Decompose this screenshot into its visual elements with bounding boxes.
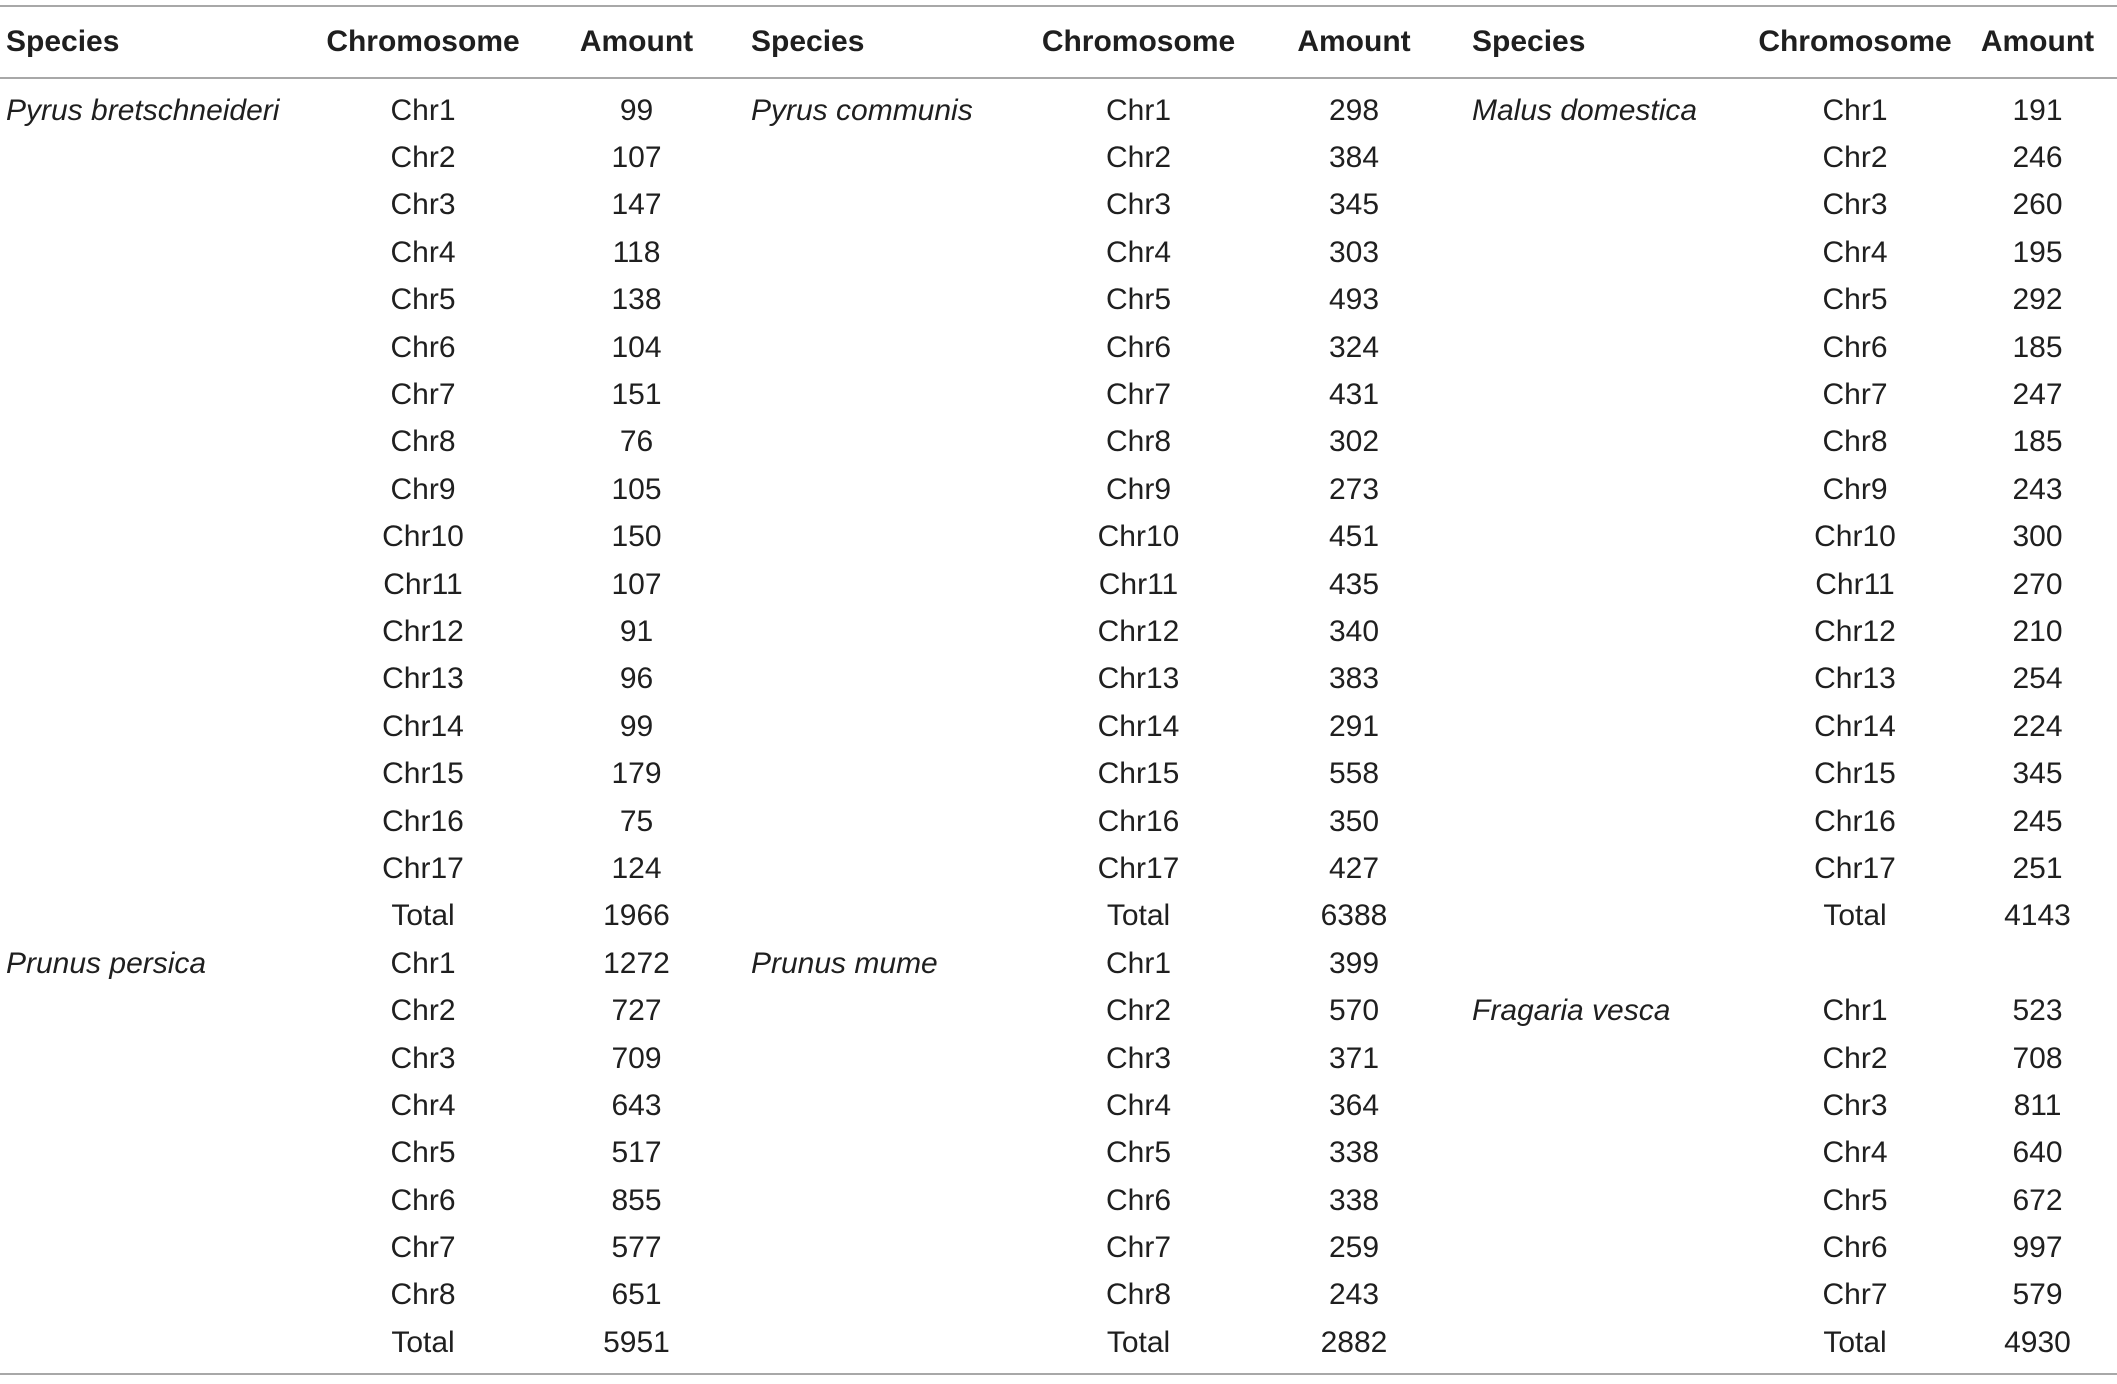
cell-chromosome-2: Chr12 [1097,614,1180,648]
cell-chromosome-3: Chr8 [1822,425,1888,459]
cell-amount-3: 579 [2012,1278,2063,1312]
cell-amount-2: 570 [1328,994,1380,1028]
cell-species-1 [0,277,318,324]
cell-amount-3: 345 [2012,757,2063,791]
header-chromosome-2: Chromosome [1035,6,1242,78]
cell-species-2 [745,466,1035,513]
cell-amount-1: 651 [611,1278,662,1312]
cell-amount-2: 2882 [1242,1319,1466,1373]
cell-amount-1: 96 [619,662,654,696]
cell-species-1 [0,229,318,276]
cell-amount-1: 1272 [603,946,670,980]
cell-chromosome-1: Chr6 [390,330,456,364]
cell-species-1 [0,608,318,655]
cell-amount-2: 324 [1328,330,1380,364]
cell-chromosome-1: Chr10 [382,520,464,554]
cell-species-2 [745,798,1035,845]
cell-amount-3: 245 [2012,804,2063,838]
cell-chromosome-1: Total [391,899,455,933]
cell-amount-3: 185 [2012,425,2063,459]
cell-chromosome-1: Chr14 [382,709,464,743]
cell-chromosome-3: Chr1 [1822,994,1888,1028]
cell-species-1 [0,514,318,561]
cell-amount-3: 210 [2012,614,2063,648]
cell-species-3 [1466,561,1752,608]
cell-amount-3: 292 [2012,283,2063,317]
chromosome-distribution-table-container [0,5,2117,1375]
cell-species-1 [0,419,318,466]
cell-species-1 [0,798,318,845]
table-row [0,893,2117,940]
cell-chromosome-2: Chr7 [1105,378,1172,412]
cell-species-1 [0,845,318,892]
table-row [0,750,2117,797]
cell-amount-3: 254 [2012,662,2063,696]
cell-amount-3: 251 [2012,851,2063,885]
cell-chromosome-1: Chr6 [390,1183,456,1217]
cell-chromosome-3: Chr2 [1822,141,1888,175]
cell-chromosome-3: Total [1823,899,1887,933]
cell-chromosome-3 [1752,940,1958,987]
table-row [0,1272,2117,1319]
cell-amount-3: 997 [2012,1231,2063,1265]
cell-chromosome-1: Chr5 [390,283,456,317]
cell-species-2: Pyrus communis [751,93,973,127]
cell-species-3 [1466,703,1752,750]
table-row [0,1082,2117,1129]
cell-species-2 [745,277,1035,324]
cell-amount-2: 259 [1328,1231,1380,1265]
cell-species-3 [1466,277,1752,324]
cell-chromosome-3: Chr9 [1822,472,1888,506]
cell-amount-2: 383 [1328,662,1380,696]
cell-amount-2: 340 [1328,614,1380,648]
cell-chromosome-2: Chr8 [1105,1278,1172,1312]
cell-chromosome-2: Chr13 [1097,662,1180,696]
cell-chromosome-2: Chr2 [1105,994,1172,1028]
cell-amount-3: 247 [2012,378,2063,412]
cell-chromosome-2: Chr7 [1105,1231,1172,1265]
cell-chromosome-3: Chr3 [1822,1088,1888,1122]
cell-chromosome-3: Chr4 [1822,235,1888,269]
cell-chromosome-2: Chr6 [1105,1183,1172,1217]
cell-amount-1: 124 [611,851,662,885]
table-row [0,608,2117,655]
cell-species-2 [745,561,1035,608]
cell-chromosome-2: Chr10 [1097,520,1180,554]
cell-chromosome-2: Chr3 [1105,188,1172,222]
cell-amount-1: 517 [611,1136,662,1170]
cell-species-3 [1466,229,1752,276]
cell-chromosome-2: Total [1035,1319,1242,1373]
cell-amount-3: 523 [2012,994,2063,1028]
cell-chromosome-2: Chr9 [1105,472,1172,506]
cell-amount-3: 640 [2012,1136,2063,1170]
cell-amount-1: 91 [619,614,654,648]
cell-species-2 [745,1319,1035,1373]
cell-species-1 [0,182,318,229]
cell-species-3 [1466,466,1752,513]
cell-species-2 [745,182,1035,229]
cell-amount-3: 270 [2012,567,2063,601]
table-row [0,987,2117,1034]
cell-species-3: Fragaria vesca [1472,994,1671,1028]
cell-amount-2: 435 [1328,567,1380,601]
cell-amount-1: 150 [611,520,662,554]
cell-species-1 [0,466,318,513]
cell-chromosome-1: Chr3 [390,188,456,222]
cell-amount-2: 558 [1328,757,1380,791]
cell-chromosome-1: Chr4 [390,235,456,269]
chromosome-distribution-table [0,5,2117,1375]
cell-amount-2: 243 [1328,1278,1380,1312]
cell-species-3 [1466,1177,1752,1224]
table-row [0,1319,2117,1373]
cell-chromosome-1: Chr1 [390,946,456,980]
table-row [0,419,2117,466]
cell-chromosome-2: Chr1 [1105,93,1172,127]
cell-amount-1: 577 [611,1231,662,1265]
cell-chromosome-2: Chr3 [1105,1041,1172,1075]
cell-amount-3: 224 [2012,709,2063,743]
cell-chromosome-2: Chr8 [1105,425,1172,459]
header-species-2: Species [745,6,1035,78]
cell-chromosome-2: Chr15 [1097,757,1180,791]
cell-chromosome-2: Chr11 [1098,567,1179,601]
cell-chromosome-2: Chr4 [1105,1088,1172,1122]
cell-chromosome-3: Chr4 [1822,1136,1888,1170]
cell-amount-1: 107 [611,567,662,601]
cell-species-2 [745,134,1035,181]
cell-species-3: Malus domestica [1472,93,1698,127]
cell-amount-3: 195 [2012,235,2063,269]
cell-chromosome-2: Chr14 [1097,709,1180,743]
cell-species-1 [0,1130,318,1177]
cell-amount-1: 75 [619,804,654,838]
cell-amount-2: 273 [1328,472,1380,506]
cell-amount-2: 291 [1328,709,1380,743]
cell-amount-1: 709 [611,1041,662,1075]
cell-species-2 [745,608,1035,655]
cell-chromosome-2: Chr16 [1097,804,1180,838]
cell-chromosome-3: Chr6 [1822,330,1888,364]
cell-species-2 [745,987,1035,1034]
cell-amount-1: 104 [611,330,662,364]
header-row [0,6,2117,78]
header-chromosome-3: Chromosome [1752,6,1958,78]
table-row [0,514,2117,561]
table-body [0,78,2117,1374]
cell-species-3 [1466,371,1752,418]
cell-chromosome-2: Chr1 [1105,946,1172,980]
cell-amount-1: 105 [611,472,662,506]
cell-species-3 [1466,845,1752,892]
cell-chromosome-2: Chr6 [1105,330,1172,364]
cell-species-2 [745,656,1035,703]
cell-amount-2: 427 [1328,851,1380,885]
cell-species-1 [0,371,318,418]
cell-amount-3: 260 [2012,188,2063,222]
cell-amount-1: 118 [612,235,661,269]
cell-amount-3: 708 [2012,1041,2063,1075]
cell-species-2 [745,324,1035,371]
header-chromosome-1: Chromosome [318,6,528,78]
cell-chromosome-3: Chr16 [1814,804,1896,838]
cell-amount-2: 338 [1328,1136,1380,1170]
table-row [0,845,2117,892]
cell-species-1 [0,750,318,797]
cell-chromosome-1: Total [318,1319,528,1373]
cell-chromosome-1: Chr11 [383,567,463,601]
cell-species-3 [1466,798,1752,845]
cell-amount-1: 138 [611,283,662,317]
cell-species-2 [745,1224,1035,1271]
cell-chromosome-3: Chr10 [1814,520,1896,554]
cell-species-3 [1466,1130,1752,1177]
cell-amount-1: 151 [611,378,662,412]
cell-chromosome-3: Chr15 [1814,757,1896,791]
cell-amount-3 [1958,940,2117,987]
table-row [0,1224,2117,1271]
cell-amount-1: 147 [611,188,662,222]
cell-species-1 [0,1319,318,1373]
cell-species-3 [1466,134,1752,181]
header-amount-3: Amount [1958,6,2117,78]
table-row [0,1130,2117,1177]
cell-amount-2: 298 [1328,93,1380,127]
cell-amount-3: 4143 [2004,899,2071,933]
cell-amount-3: 300 [2012,520,2063,554]
cell-chromosome-3: Chr13 [1814,662,1896,696]
cell-species-2 [745,1177,1035,1224]
cell-species-3 [1466,656,1752,703]
cell-species-2 [745,514,1035,561]
cell-species-1 [0,1177,318,1224]
cell-amount-1: 76 [619,425,654,459]
cell-amount-2: 364 [1328,1088,1380,1122]
cell-species-1 [0,703,318,750]
cell-chromosome-2: Chr5 [1105,283,1172,317]
cell-amount-3: 243 [2012,472,2063,506]
cell-species-2 [745,893,1035,940]
cell-species-2 [745,845,1035,892]
cell-species-1 [0,134,318,181]
cell-species-3 [1466,1272,1752,1319]
cell-chromosome-1: Chr8 [390,425,456,459]
cell-amount-1: 855 [611,1183,662,1217]
cell-chromosome-2: Chr2 [1105,141,1172,175]
cell-chromosome-1: Chr17 [382,851,464,885]
table-row [0,798,2117,845]
cell-chromosome-3: Chr2 [1822,1041,1888,1075]
cell-species-2 [745,229,1035,276]
cell-chromosome-2: Chr17 [1097,851,1180,885]
table-row [0,1035,2117,1082]
cell-amount-2: 302 [1328,425,1380,459]
cell-chromosome-3: Chr11 [1815,567,1895,601]
cell-amount-2: 303 [1328,235,1380,269]
cell-amount-3: 811 [2013,1088,2062,1122]
table-row [0,324,2117,371]
cell-amount-2: 345 [1328,188,1380,222]
cell-species-3 [1466,1035,1752,1082]
table-row [0,466,2117,513]
cell-species-3 [1466,324,1752,371]
cell-chromosome-1: Chr1 [390,93,456,127]
cell-chromosome-1: Chr12 [382,614,464,648]
cell-amount-1: 727 [611,994,662,1028]
cell-species-1 [0,1272,318,1319]
cell-chromosome-1: Chr3 [390,1041,456,1075]
table-row [0,940,2117,987]
cell-species-3 [1466,608,1752,655]
cell-species-3 [1466,1319,1752,1373]
header-species-1: Species [0,6,318,78]
cell-chromosome-3: Chr7 [1822,1278,1888,1312]
cell-chromosome-2: Chr4 [1105,235,1172,269]
table-row [0,182,2117,229]
cell-species-1 [0,1082,318,1129]
cell-amount-2: 338 [1328,1183,1380,1217]
header-amount-1: Amount [528,6,745,78]
cell-chromosome-1: Chr5 [390,1136,456,1170]
cell-chromosome-1: Chr2 [390,994,456,1028]
cell-chromosome-1: Chr16 [382,804,464,838]
cell-amount-3: 672 [2012,1183,2063,1217]
cell-chromosome-3: Chr5 [1822,283,1888,317]
cell-chromosome-1: Chr9 [390,472,456,506]
cell-species-2 [745,1130,1035,1177]
cell-species-3 [1466,940,1752,987]
cell-amount-1: 99 [619,709,654,743]
cell-chromosome-1: Chr4 [390,1088,456,1122]
cell-species-1 [0,1224,318,1271]
cell-chromosome-2: Chr5 [1105,1136,1172,1170]
table-row [0,656,2117,703]
cell-amount-2: 451 [1328,520,1380,554]
cell-chromosome-3: Chr1 [1822,93,1888,127]
cell-amount-2: 493 [1328,283,1380,317]
cell-chromosome-3: Chr5 [1822,1183,1888,1217]
cell-amount-1: 107 [611,141,662,175]
cell-species-2 [745,1082,1035,1129]
cell-species-3 [1466,419,1752,466]
cell-amount-3: 185 [2012,330,2063,364]
cell-chromosome-3: Chr17 [1814,851,1896,885]
cell-chromosome-1: Chr7 [390,1231,456,1265]
cell-species-3 [1466,1082,1752,1129]
cell-species-2 [745,371,1035,418]
header-species-3: Species [1466,6,1752,78]
cell-chromosome-1: Chr7 [390,378,456,412]
cell-species-1: Pyrus bretschneideri [6,93,280,127]
cell-species-1 [0,1035,318,1082]
cell-amount-1: 99 [619,93,654,127]
cell-amount-3: 191 [2012,93,2063,127]
cell-amount-1: 1966 [603,899,670,933]
cell-amount-2: 431 [1328,378,1380,412]
table-row [0,78,2117,134]
cell-chromosome-3: Chr12 [1814,614,1896,648]
cell-species-3 [1466,182,1752,229]
cell-chromosome-3: Chr7 [1822,378,1888,412]
cell-species-1 [0,987,318,1034]
cell-chromosome-1: Chr2 [390,141,456,175]
cell-species-1 [0,656,318,703]
header-amount-2: Amount [1242,6,1466,78]
table-row [0,277,2117,324]
cell-species-3 [1466,514,1752,561]
cell-species-1: Prunus persica [6,946,207,980]
cell-species-3 [1466,750,1752,797]
cell-species-3 [1466,1224,1752,1271]
cell-amount-1: 5951 [528,1319,745,1373]
cell-chromosome-3: Chr3 [1822,188,1888,222]
cell-species-2: Prunus mume [751,946,938,980]
cell-species-2 [745,1272,1035,1319]
cell-amount-2: 399 [1328,946,1380,980]
cell-amount-2: 371 [1328,1041,1380,1075]
cell-amount-2: 384 [1328,141,1380,175]
cell-species-1 [0,561,318,608]
cell-amount-1: 179 [611,757,662,791]
cell-chromosome-1: Chr13 [382,662,464,696]
table-row [0,1177,2117,1224]
cell-species-2 [745,1035,1035,1082]
cell-chromosome-1: Chr8 [390,1278,456,1312]
table-row [0,703,2117,750]
cell-amount-3: 246 [2012,141,2063,175]
table-row [0,134,2117,181]
cell-chromosome-3: Chr14 [1814,709,1896,743]
table-row [0,561,2117,608]
cell-species-2 [745,703,1035,750]
cell-chromosome-3: Chr6 [1822,1231,1888,1265]
cell-species-3 [1466,893,1752,940]
cell-species-1 [0,324,318,371]
cell-chromosome-3: Total [1752,1319,1958,1373]
cell-species-1 [0,893,318,940]
cell-amount-3: 4930 [1958,1319,2117,1373]
cell-amount-2: 6388 [1320,899,1388,933]
cell-amount-1: 643 [611,1088,662,1122]
cell-species-2 [745,419,1035,466]
table-header [0,6,2117,78]
table-row [0,229,2117,276]
cell-chromosome-2: Total [1106,899,1171,933]
table-row [0,371,2117,418]
cell-amount-2: 350 [1328,804,1380,838]
cell-chromosome-1: Chr15 [382,757,464,791]
cell-species-2 [745,750,1035,797]
